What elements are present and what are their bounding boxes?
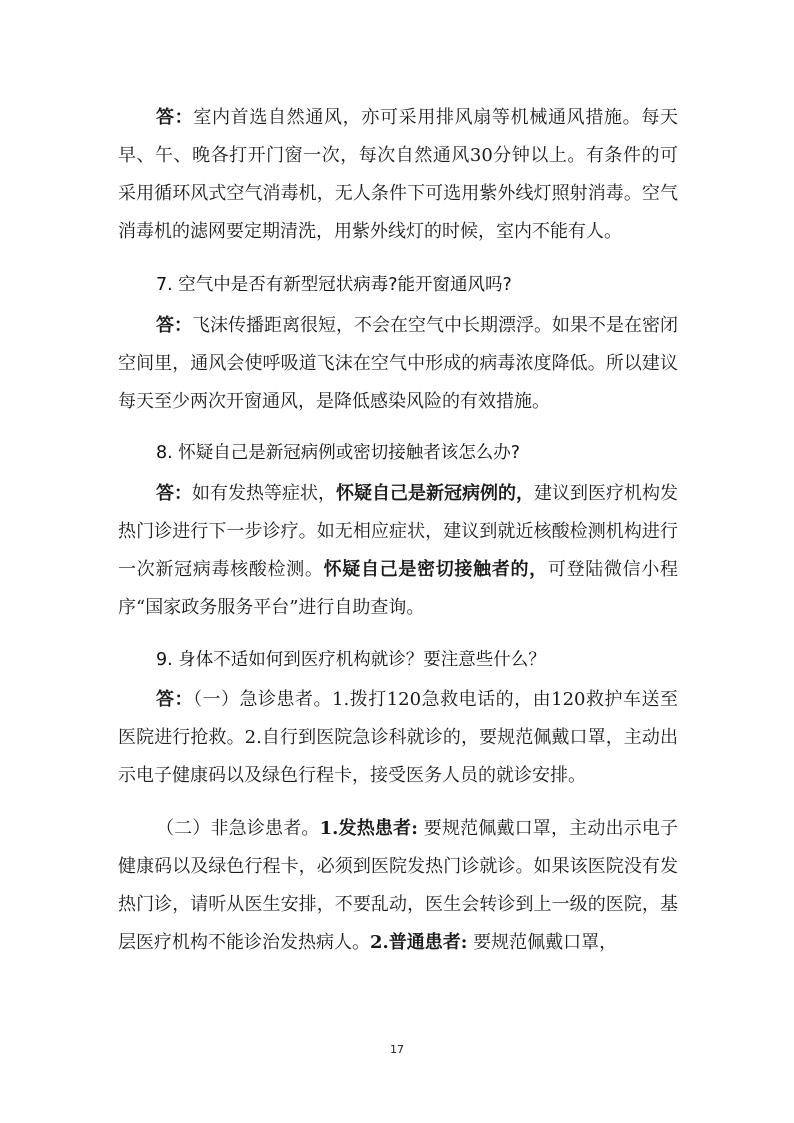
answer-6: [118, 99, 678, 251]
answer-9b-bold1: 1.发热患者:: [319, 818, 418, 839]
answer-8-bold2: 怀疑自己是密切接触者的，: [323, 559, 548, 580]
answer-label: 答：: [156, 483, 192, 504]
answer-9b-part3: 要规范佩戴口罩，: [467, 932, 618, 953]
answer-7-text: 飞沫传播距离很短，不会在空气中长期漂浮。如果不是在密闭空间里，通风会使呼吸道飞沫在空气中形成的病毒浓度降低。所以建议每天至少两次开窗通风，是降低感染风险的有效措施。: [118, 315, 678, 412]
page-number: 17: [390, 1043, 404, 1056]
answer-label: 答：: [156, 107, 194, 128]
answer-8-part1: 如有发热等症状，: [192, 483, 336, 504]
answer-9b-bold2: 2.普通患者:: [370, 932, 468, 953]
answer-9: [118, 681, 678, 795]
answer-9-text: （一）急诊患者。1.拨打120急救电话的，由120救护车送至医院进行抢救。2.自行到医院急诊科就诊的，要规范佩戴口罩，主动出示电子健康码以及绿色行程卡，接受医务人员的就诊安排。: [118, 689, 679, 786]
answer-label: 答：: [156, 689, 194, 710]
answer-8-part2: 建议到医疗机构发热门诊进行下一步诊疗。如无相应症状，建议到就近核酸检测机构进行一次新冠病毒核酸检测。: [118, 483, 678, 580]
answer-9b-part1: （二）非急诊患者。: [156, 818, 320, 839]
answer-9b-part2: 要规范佩戴口罩，主动出示电子健康码以及绿色行程卡，必须到医院发热门诊就诊。如果该医院没有发热门诊，请听从医生安排，不要乱动，医生会转诊到上一级的医院，基层医疗机构不能诊治发热病人。: [118, 818, 679, 953]
question-8: 8. 怀疑自己是新冠病例或密切接触者该怎么办?: [156, 443, 521, 463]
answer-8: [118, 475, 678, 627]
answer-7: [118, 307, 678, 421]
answer-6-text: 室内首选自然通风，亦可采用排风扇等机械通风措施。每天早、午、晚各打开门窗一次，每次自然通风30分钟以上。有条件的可采用循环风式空气消毒机，无人条件下可选用紫外线灯照射消毒。空气消毒机的滤网要定期清洗，用紫外线灯的时候，室内不能有人。: [118, 107, 679, 242]
answer-8-part3: 可登陆微信小程序“国家政务服务平台”进行自助查询。: [118, 559, 679, 618]
answer-9-part-2: [118, 810, 678, 962]
answer-label: 答：: [156, 315, 192, 336]
question-9: 9. 身体不适如何到医疗机构就诊？要注意些什么？: [156, 650, 546, 670]
answer-8-bold1: 怀疑自己是新冠病例的，: [336, 483, 534, 504]
question-7: 7. 空气中是否有新型冠状病毒?能开窗通风吗?: [156, 275, 512, 295]
